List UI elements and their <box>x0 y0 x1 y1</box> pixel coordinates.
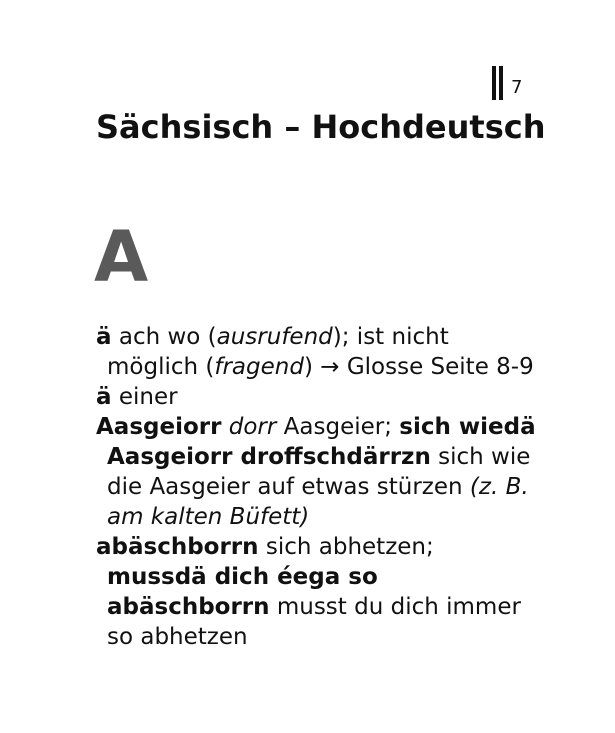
usage-tag: ausrufend <box>216 324 333 350</box>
marker-bar <box>492 66 496 100</box>
headword: ä <box>96 324 112 350</box>
headword: Aasgeiorr <box>96 414 222 440</box>
page-marker-bars-icon <box>492 66 503 100</box>
section-letter: A <box>94 216 149 298</box>
dictionary-entry <box>96 412 536 532</box>
headword: abäschborrn <box>96 534 259 560</box>
definition-part: ); ist nicht möglich ( <box>107 324 449 380</box>
usage-note: (z. B. am kalten Büfett) <box>107 474 529 530</box>
page-title: Sächsisch – Hochdeutsch <box>96 108 546 146</box>
grammar-label: dorr <box>228 414 277 440</box>
definition-part: ach wo ( <box>118 324 217 350</box>
marker-bar <box>499 66 503 100</box>
definition: Aasgeier; <box>283 414 392 440</box>
headword: ä <box>96 384 112 410</box>
example-phrase: mussdä dich éega so abäschborrn <box>107 564 378 620</box>
definition-part: ) → Glosse Seite 8-9 <box>303 354 534 380</box>
page-marker <box>492 66 522 100</box>
dictionary-entry <box>96 532 536 652</box>
dictionary-entry <box>96 322 536 382</box>
example-phrase: sich wiedä Aasgeiorr droffschdärrzn <box>107 414 536 470</box>
dictionary-entry <box>96 382 536 412</box>
definition: einer <box>118 384 178 410</box>
usage-tag: fragend <box>214 354 304 380</box>
phrase-translation: musst du dich immer so abhetzen <box>107 594 521 650</box>
page-number: 7 <box>511 77 523 98</box>
entry-list <box>96 322 536 652</box>
definition: sich abhetzen; <box>265 534 434 560</box>
phrase-translation: sich wie die Aasgeier auf etwas stürzen <box>107 444 531 500</box>
